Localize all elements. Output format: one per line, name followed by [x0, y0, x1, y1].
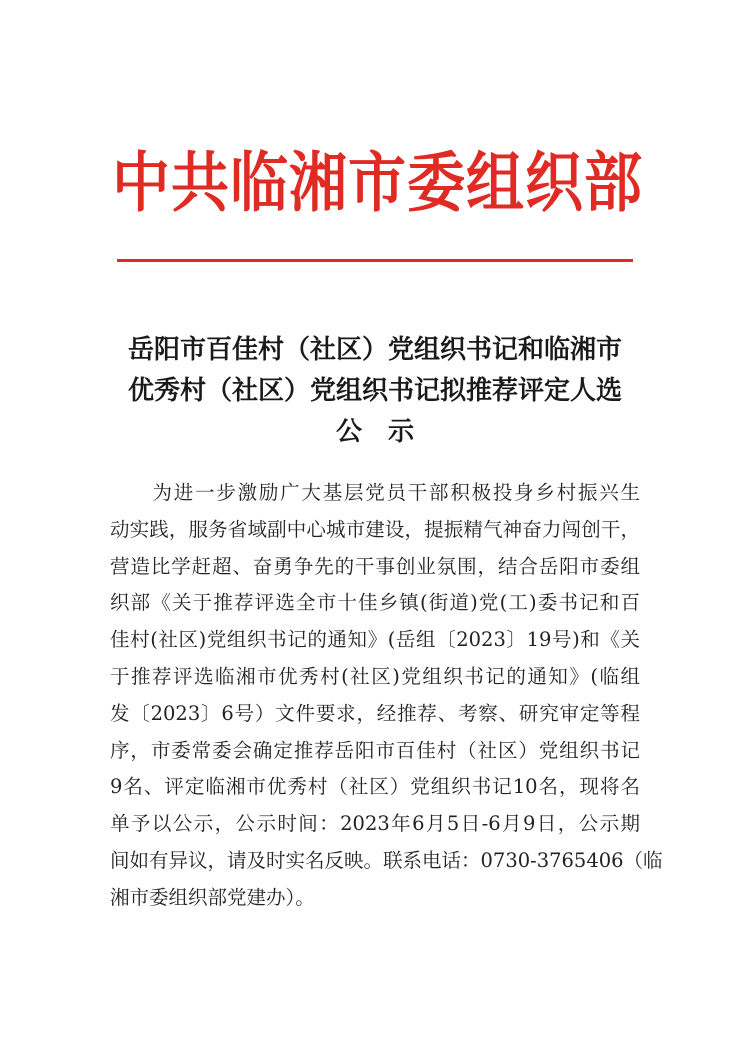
notice-title [105, 330, 645, 453]
body-line: 动实践，服务省域副中心城市建设，提振精气神奋力闯创干， [110, 517, 640, 541]
issuer-masthead: 中共临湘市委组织部 [112, 144, 644, 221]
body-line: 营造比学赶超、奋勇争先的干事创业氛围，结合岳阳市委组 [110, 554, 640, 578]
body-line: 单予以公示，公示时间：2023年6月5日-6月9日，公示期 [110, 812, 640, 836]
body-line: 湘市委组织部党建办）。 [110, 885, 315, 909]
body-line: 织部《关于推荐评选全市十佳乡镇(街道)党(工)委书记和百 [110, 591, 640, 615]
body-line: 序，市委常委会确定推荐岳阳市百佳村（社区）党组织书记 [110, 738, 640, 762]
body-line: 9名、评定临湘市优秀村（社区）党组织书记10名，现将名 [110, 775, 640, 799]
body-line: 佳村(社区)党组织书记的通知》(岳组〔2023〕19号)和《关 [110, 628, 640, 652]
title-line-3: 公示 [335, 417, 440, 447]
body-line: 于推荐评选临湘市优秀村(社区)党组织书记的通知》(临组 [110, 664, 640, 688]
notice-body [110, 475, 663, 917]
body-line: 间如有异议，请及时实名反映。联系电话：0730-3765406（临 [110, 848, 663, 872]
red-divider-rule [117, 259, 633, 262]
title-line-2: 优秀村（社区）党组织书记拟推荐评定人选 [127, 376, 622, 406]
body-line: 为进一步激励广大基层党员干部积极投身乡村振兴生 [110, 481, 640, 504]
title-line-1: 岳阳市百佳村（社区）党组织书记和临湘市 [127, 335, 622, 365]
body-line: 发〔2023〕6号）文件要求，经推荐、考察、研究审定等程 [110, 701, 640, 725]
